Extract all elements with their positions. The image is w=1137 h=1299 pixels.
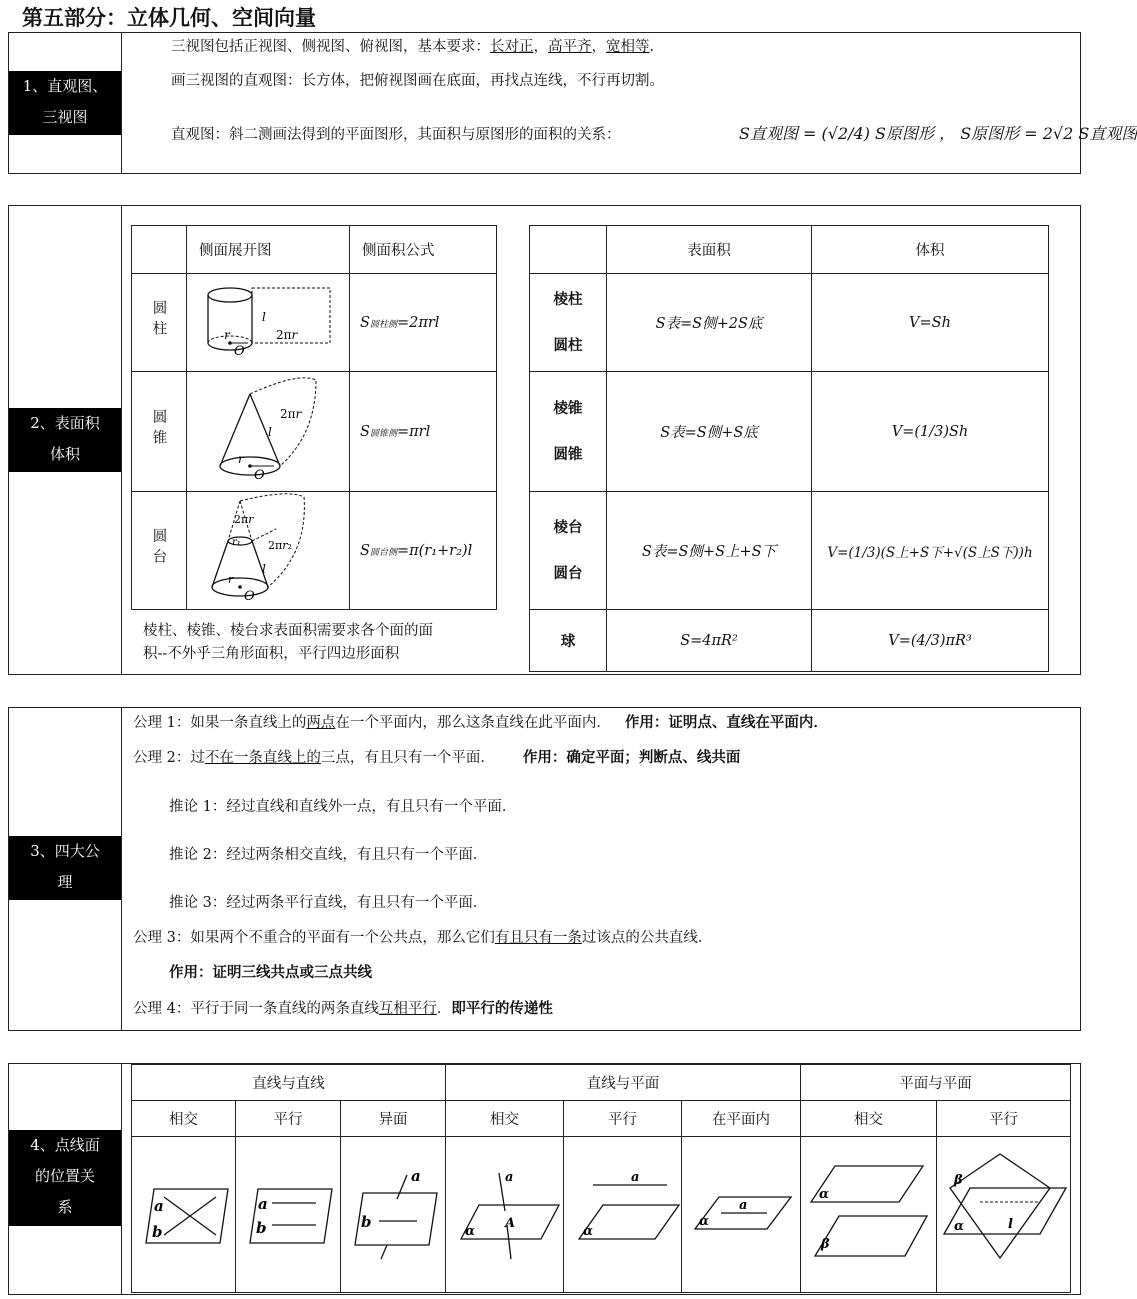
figure-cell [446, 1137, 564, 1293]
figure-cell [937, 1137, 1071, 1293]
intersecting-lines-icon [136, 1173, 232, 1253]
svg-text:2πr: 2πr [276, 327, 298, 342]
svg-text:l: l [262, 309, 266, 324]
svg-text:a: a [411, 1166, 421, 1185]
svg-text:2πr: 2πr [234, 512, 254, 526]
svg-text:α: α [818, 1186, 829, 1202]
area-cell: S表=S侧+S上+S下 [607, 492, 812, 610]
planes-parallel-icon [940, 1148, 1068, 1278]
svg-text:2πr₂: 2πr₂ [268, 538, 292, 552]
figure-cell [564, 1137, 682, 1293]
corollary-3: 推论 3：经过两条平行直线，有且只有一个平面． [169, 895, 488, 911]
svg-text:α: α [699, 1213, 710, 1229]
svg-text:r: r [224, 327, 230, 342]
axiom-3-use: 作用：证明三线共点或三点共线 [169, 964, 372, 981]
header-cell: 侧面积公式 [350, 226, 497, 274]
header-cell [530, 226, 607, 274]
skew-lines-icon [345, 1163, 441, 1263]
sub-header: 平行 [564, 1101, 682, 1137]
axiom-1: 公理 1：如果一条直线上的两点在一个平面内，那么这条直线在此平面内． 作用：证明点、直线在平面内． [133, 714, 828, 731]
line-in-plane-icon [685, 1163, 797, 1263]
sub-header: 相交 [446, 1101, 564, 1137]
surface-area-note: 棱柱、棱锥、棱台求表面积需要求各个面的面 积--不外乎三角形面积，平行四边形面积 [143, 623, 433, 662]
svg-text:α: α [582, 1223, 593, 1239]
divider [121, 1064, 122, 1294]
svg-text:r: r [238, 451, 244, 466]
tag-line: 理 [57, 873, 73, 891]
lateral-area-table [131, 225, 497, 610]
planes-intersect-icon [805, 1158, 933, 1268]
svg-text:a: a [630, 1169, 639, 1185]
svg-text:a: a [153, 1196, 164, 1215]
section-4-tag [9, 1130, 121, 1226]
header-cell: 体积 [812, 226, 1049, 274]
divider [121, 206, 122, 674]
sub-header: 相交 [801, 1101, 937, 1137]
figure-cell [801, 1137, 937, 1293]
axiom-4: 公理 4：平行于同一条直线的两条直线互相平行．即平行的传递性 [133, 1000, 553, 1017]
svg-text:l: l [1007, 1216, 1013, 1232]
divider [121, 708, 122, 1030]
group-header: 直线与直线 [132, 1065, 446, 1101]
sub-header: 相交 [132, 1101, 236, 1137]
svg-text:β: β [953, 1172, 963, 1188]
cylinder-figure [187, 274, 350, 372]
frustum-net-icon [198, 493, 338, 605]
svg-text:a: a [258, 1194, 268, 1213]
header-cell: 表面积 [607, 226, 812, 274]
svg-text:α: α [464, 1223, 475, 1239]
figure-cell [682, 1137, 801, 1293]
row-name: 棱柱 圆柱 [530, 274, 607, 372]
intuitive-drawing-line: 画三视图的直观图：长方体，把俯视图画在底面，再找点连线，不行再切割。 [171, 73, 664, 89]
section-2-tag [9, 408, 121, 472]
svg-text:O: O [254, 467, 265, 483]
oblique-area-line: 直观图：斜二测画法得到的平面图形，其面积与原图形的面积的关系： [171, 127, 621, 143]
volume-cell: V=(1/3)Sh [812, 372, 1049, 492]
formula-cell: S圆锥侧=πrl [350, 372, 497, 492]
svg-text:l: l [262, 561, 266, 576]
section-1-tag [9, 71, 121, 135]
svg-text:O: O [244, 588, 255, 604]
formula-cell: S圆台侧=π(r₁+r₂)l [350, 492, 497, 610]
svg-text:A: A [504, 1215, 515, 1231]
area-cell: S=4πR² [607, 610, 812, 672]
corollary-2: 推论 2：经过两条相交直线，有且只有一个平面． [169, 847, 488, 863]
svg-text:a: a [504, 1169, 513, 1185]
sub-header: 平行 [236, 1101, 341, 1137]
section-1 [8, 32, 1137, 174]
tag-line: 系 [57, 1198, 73, 1216]
svg-text:r: r [228, 572, 234, 586]
tag-line: 4、点线面 [30, 1136, 100, 1154]
group-header: 平面与平面 [801, 1065, 1071, 1101]
axiom-3: 公理 3：如果两个不重合的平面有一个公共点，那么它们有且只有一条过该点的公共直线． [133, 930, 713, 946]
row-name: 圆锥 [132, 372, 187, 492]
group-header: 直线与平面 [446, 1065, 801, 1101]
line-plane-parallel-icon [567, 1163, 679, 1263]
tag-line: 3、四大公 [30, 842, 100, 860]
svg-text:b: b [256, 1218, 267, 1237]
sub-header: 平行 [937, 1101, 1071, 1137]
area-cell: S表=S侧+S底 [607, 372, 812, 492]
figure-cell [341, 1137, 446, 1293]
figure-cell [132, 1137, 236, 1293]
row-name: 球 [530, 610, 607, 672]
parallel-lines-icon [240, 1173, 336, 1253]
svg-text:O: O [234, 343, 245, 359]
sub-header: 在平面内 [682, 1101, 801, 1137]
svg-text:b: b [151, 1222, 162, 1241]
sub-header: 异面 [341, 1101, 446, 1137]
formula-cell: S圆柱侧=2πrl [350, 274, 497, 372]
area-formula: S直观图 = (√2/4) S原图形 ， S原图形 = 2√2 S直观图 [739, 124, 1137, 143]
corollary-1: 推论 1：经过直线和直线外一点，有且只有一个平面． [169, 799, 517, 815]
cylinder-net-icon [198, 281, 338, 361]
svg-text:l: l [268, 424, 272, 439]
row-name: 棱台 圆台 [530, 492, 607, 610]
tag-line: 的位置关 [34, 1167, 95, 1185]
header-cell: 侧面展开图 [187, 226, 350, 274]
svg-text:β: β [820, 1236, 830, 1252]
divider [121, 33, 122, 173]
volume-cell: V=(4/3)πR³ [812, 610, 1049, 672]
line-plane-intersect-icon [449, 1163, 561, 1263]
section-3-tag [9, 836, 121, 900]
position-relation-table [131, 1064, 1071, 1293]
row-name: 棱锥 圆锥 [530, 372, 607, 492]
svg-text:r₁: r₁ [232, 536, 241, 548]
volume-cell: V=(1/3)(S上+S下+√(S上S下))h [812, 492, 1049, 610]
figure-cell [236, 1137, 341, 1293]
tag-line: 体积 [49, 445, 80, 463]
svg-text:a: a [739, 1197, 748, 1213]
tag-line: 三视图 [42, 108, 88, 126]
three-views-line: 三视图包括正视图、侧视图、俯视图，基本要求：长对正，高平齐，宽相等． [171, 39, 664, 55]
area-volume-table [529, 225, 1049, 672]
svg-text:b: b [361, 1212, 372, 1231]
svg-text:2πr: 2πr [280, 406, 302, 421]
frustum-figure [187, 492, 350, 610]
area-cell: S表=S侧+2S底 [607, 274, 812, 372]
section-3 [8, 707, 1081, 1031]
cone-figure [187, 372, 350, 492]
axiom-2: 公理 2：过不在一条直线上的三点，有且只有一个平面． 作用：确定平面；判断点、线共面 [133, 749, 741, 766]
tag-line: 2、表面积 [30, 414, 100, 432]
volume-cell: V=Sh [812, 274, 1049, 372]
row-name: 圆台 [132, 492, 187, 610]
row-name: 圆柱 [132, 274, 187, 372]
header-cell [132, 226, 187, 274]
page-title: 第五部分：立体几何、空间向量 [22, 6, 316, 30]
svg-text:α: α [953, 1218, 964, 1234]
tag-line: 1、直观图、 [22, 77, 108, 95]
cone-net-icon [198, 374, 338, 486]
